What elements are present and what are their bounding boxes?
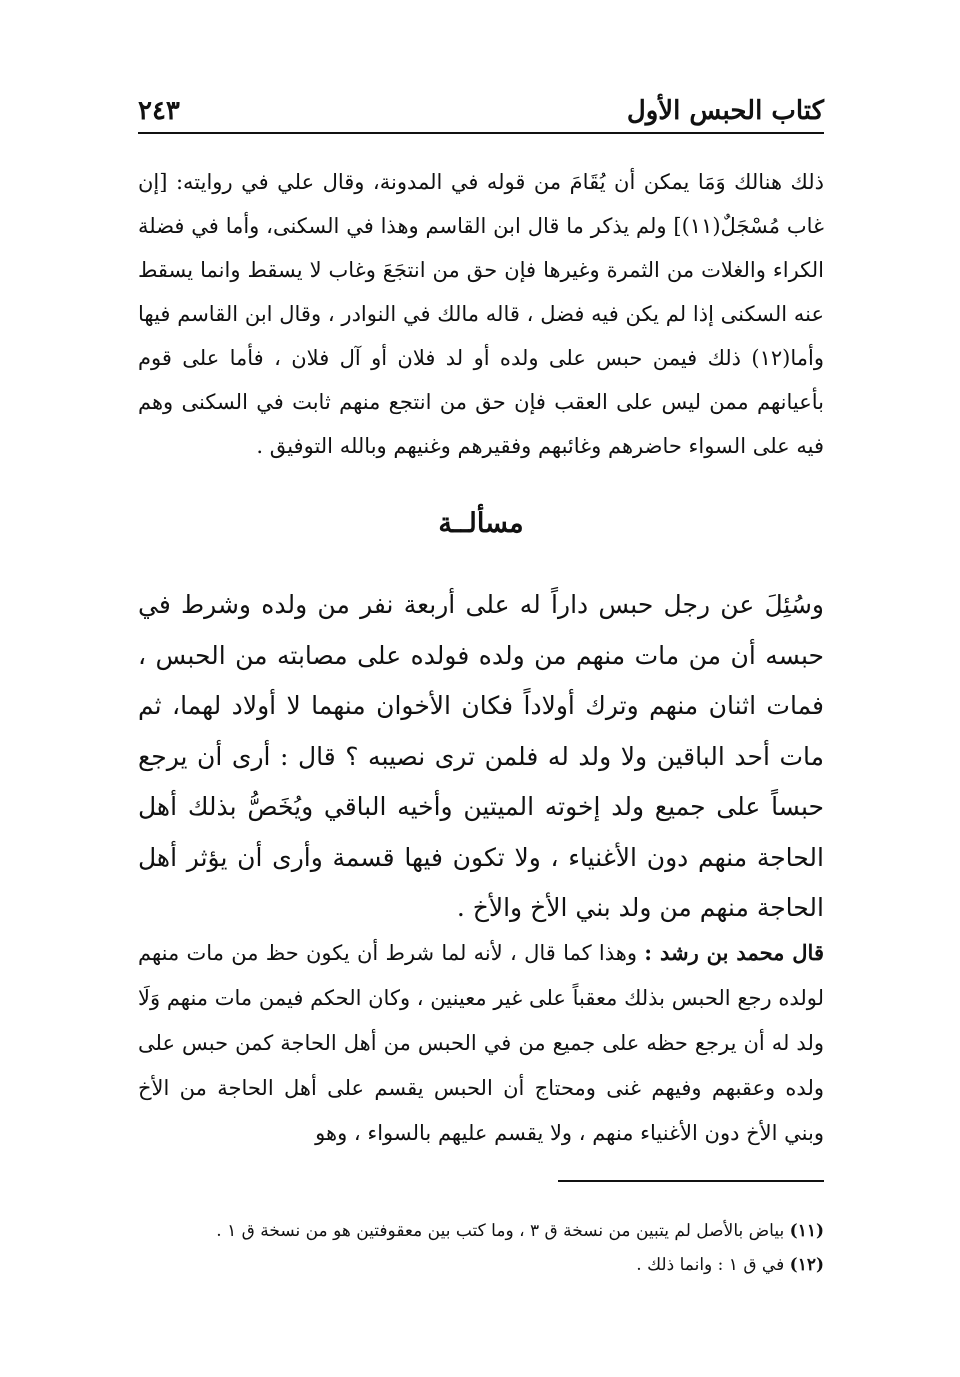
paragraph-1: ذلك هنالك وَمَا يمكن أن يُقَامَ من قوله في المدونة، وقال علي في روايته: [إن غاب مُسْجَلٌ(١١)] ولم يذكر ما قال ابن القاسم وهذا في السكنى، وأما في فضلة الكراء والغلات من الثمرة وغيرها فإن حق من انتجَعَ وغاب لا يسقط وانما يسقط عنه السكنى إذا لم يكن فيه فضل ، قاله مالك في النوادر ، وقال ابن القاسم فيها وأما(١٢) ذلك فيمن حبس على ولده أو لد فلان أو آل فلان ، فأما على قوم بأعيانهم ممن ليس على العقب فإن حق من انتجع منهم ثابت في السكنى وهم فيه على السواء حاضرهم وغائبهم وفقيرهم وغنيهم وبالله التوفيق . <box>138 170 824 458</box>
footnote-text: في ق ١ : وانما ذلك . <box>636 1255 790 1275</box>
footnotes <box>138 1214 824 1282</box>
footnote-number: (١١) <box>789 1221 824 1241</box>
footnote-11 <box>138 1214 824 1248</box>
paragraph-2: وسُئِلَ عن رجل حبس داراً له على أربعة نفر من ولده وشرط في حبسه أن من مات منهم من ولده فولده على مصابته من الحبس ، فمات اثنان منهم وترك أولاداً فكان الأخوان منهما لا أولاد لهما، ثم مات أحد الباقين ولا ولد له فلمن ترى نصيبه ؟ قال : أرى أن يرجع حبساً على جميع ولد إخوته الميتين وأخيه الباقي ويُخَصُّ بذلك أهل الحاجة منهم دون الأغنياء ، ولا تكون فيها قسمة وأرى أن يؤثر أهل الحاجة منهم من ولد بني الأخ والأخ . <box>138 590 824 922</box>
footnote-text: بياض بالأصل لم يتبين من نسخة ق ٣ ، وما كتب بين معقوفتين هو من نسخة ق ١ . <box>216 1221 790 1241</box>
page-number: ٢٤٣ <box>138 96 180 126</box>
section-heading: مسألــة <box>438 508 524 539</box>
footnote-separator <box>558 1180 824 1182</box>
footnote-12 <box>138 1248 824 1282</box>
commentary-lead: قال محمد بن رشد : <box>644 940 824 965</box>
footnote-number: (١٢) <box>789 1255 824 1275</box>
commentary-text: وهذا كما قال ، لأنه لما شرط أن يكون حظ من مات منهم لولده رجع الحبس بذلك معقباً على غير معينين ، وكان الحكم فيمن مات منهم وَلَا ولد له أن يرجع حظه على جميع من في الحبس من أهل الحاجة كمن حبس على ولده وعقبهم وفيهم غنى ومحتاج أن الحبس يقسم على أهل الحاجة من الأخ وبني الأخ دون الأغنياء منهم ، ولا يقسم عليهم بالسواء ، وهو <box>138 941 824 1145</box>
page-header <box>138 92 824 134</box>
paragraph-3 <box>138 930 824 1156</box>
running-title: كتاب الحبس الأول <box>626 96 824 126</box>
